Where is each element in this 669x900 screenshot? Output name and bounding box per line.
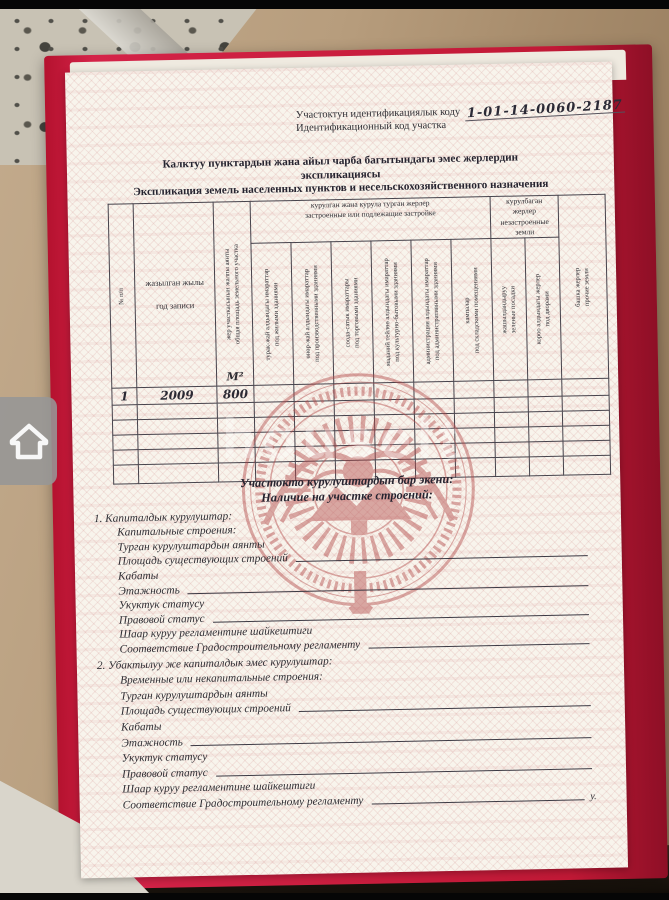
table-cell <box>137 418 217 435</box>
stray-mark: у. <box>590 790 597 803</box>
col-header-industrial: өнөр-жай алдындагы имараттар под производственными зданиями <box>291 242 334 385</box>
table-cell <box>494 380 528 398</box>
table-cell <box>494 412 528 428</box>
col-header-administrative: администрация алдындагы имараттар под административными зданиями <box>411 239 454 382</box>
watermark-text: houselt <box>222 407 464 470</box>
top-letterbox-bar <box>0 0 669 9</box>
table-cell <box>563 440 610 456</box>
form-line-label: Этажность <box>118 583 180 598</box>
form-line-label: Шаар куруу регламентине шайкештиги <box>122 779 316 796</box>
watermark-panel <box>0 397 57 485</box>
handwritten-id-code: 1-01-14-0060-2187 <box>466 97 624 122</box>
table-cell <box>454 381 494 399</box>
col-header-warehouse: кампалар под складскими помещениями <box>451 239 494 382</box>
col-header-area: жер участкасынын жалпы аянты общая площадь земельного участка М² <box>213 201 254 386</box>
id-label-ru: Идентификационный код участка <box>296 119 447 134</box>
table-cell <box>562 395 609 411</box>
form-line-label: Шаар куруу регламентине шайкештиги <box>119 625 313 641</box>
col-header-other: башка жерлер прочие земли <box>558 194 609 379</box>
group-header-built: курулган жана курула турган жерлер застроенные или подлежащие застройке <box>250 197 491 244</box>
house-icon <box>9 421 49 461</box>
form-line-label: Площадь существующих строений <box>120 702 291 718</box>
form-line-label: Правовой статус <box>118 612 205 627</box>
form-line-label: Площадь существующих строений <box>117 552 288 568</box>
col-header-greenery: жашылдандыруу зеленые посадки <box>491 238 528 381</box>
form-line-label: Турган курулуштардын аянты <box>120 687 268 703</box>
table-cell <box>529 426 563 442</box>
group-header-unbuilt: курулбаган жерлер незастроенные земли <box>490 195 559 238</box>
col-header-residential: турак-жай алдындагы имараттар под жилыми зданиями <box>251 243 294 386</box>
table-cell <box>137 403 217 420</box>
form-line-label: Укуктук статусу <box>118 598 205 612</box>
col-header-no: № п/п <box>108 204 137 388</box>
table-cell <box>562 378 609 396</box>
identification-block <box>295 97 624 135</box>
document-title <box>87 150 595 201</box>
table-cell: 800 <box>217 385 254 403</box>
form-line-label: Правовой статус <box>121 766 208 781</box>
buildings-form <box>94 500 597 812</box>
table-cell <box>562 410 609 426</box>
table-cell <box>112 420 137 435</box>
table-cell <box>563 425 610 441</box>
table-cell <box>112 405 137 420</box>
table-cell <box>528 396 562 412</box>
bottom-letterbox-bar <box>0 893 669 900</box>
form-line-label: Турган курулуштардын аянты <box>117 538 265 554</box>
form-line-label: Кабаты <box>121 720 162 734</box>
table-cell <box>334 383 374 401</box>
table-cell <box>138 448 218 465</box>
table-cell <box>113 435 138 450</box>
table-cell: 1 <box>112 388 137 405</box>
area-unit: М² <box>226 370 244 384</box>
table-cell <box>495 442 529 458</box>
form-line-label: Кабаты <box>117 569 159 583</box>
title-ru: Экспликация земель населенных пунктов и несельскохозяйственного назначения <box>133 177 549 199</box>
title-ky-line1: Калктуу пунктардын жана айыл чарба багытындагы эмес жерлердин <box>162 151 519 171</box>
form-section <box>94 500 594 656</box>
table-cell <box>528 411 562 427</box>
table-cell: 2009 <box>137 386 217 405</box>
form-line-label: 1. Капиталдык курулуштар: <box>93 509 233 525</box>
presence-heading-ky: Участокто курулуштардын бар экени: <box>239 471 454 491</box>
table-cell <box>294 384 334 402</box>
table-cell <box>494 397 528 413</box>
col-header-yards: короо алдындагы жерлер под дворами <box>525 237 562 380</box>
form-line-label: Временные или некапитальные строения: <box>120 670 323 687</box>
presence-heading-ru: Наличие на участке строений: <box>261 487 433 505</box>
fill-in-blank-line <box>371 799 584 804</box>
title-ky-line2: экспликациясы <box>300 167 381 182</box>
table-cell <box>374 382 414 400</box>
form-section <box>97 646 597 812</box>
form-line-label: Укуктук статусу <box>121 750 208 765</box>
form-line-label: Этажность <box>121 735 183 750</box>
col-header-trade: соода-сатык имараттары под торговыми зданиями <box>331 241 374 384</box>
col-header-cultural: маданий тейлөө алдындагы имараттар под культурно-бытовыми зданиями <box>371 240 414 383</box>
table-cell <box>495 427 529 443</box>
table-cell <box>414 381 454 399</box>
form-line-label: Капитальные строения: <box>117 524 237 539</box>
col-header-year: жазылган жылы год записи <box>133 202 217 388</box>
table-cell <box>528 379 562 397</box>
table-cell <box>138 433 218 450</box>
form-line-label: 2. Убактылуу же капиталдык эмес курулуштар: <box>96 654 333 672</box>
table-cell <box>254 385 294 403</box>
table-cell <box>529 441 563 457</box>
form-line-label: Соответствие Градостроительному регламенту <box>119 638 361 656</box>
form-line-label: Соответствие Градостроительному регламенту <box>122 794 364 812</box>
id-label-ky: Участоктун идентификациялык коду <box>295 106 461 121</box>
table-cell <box>113 450 138 465</box>
